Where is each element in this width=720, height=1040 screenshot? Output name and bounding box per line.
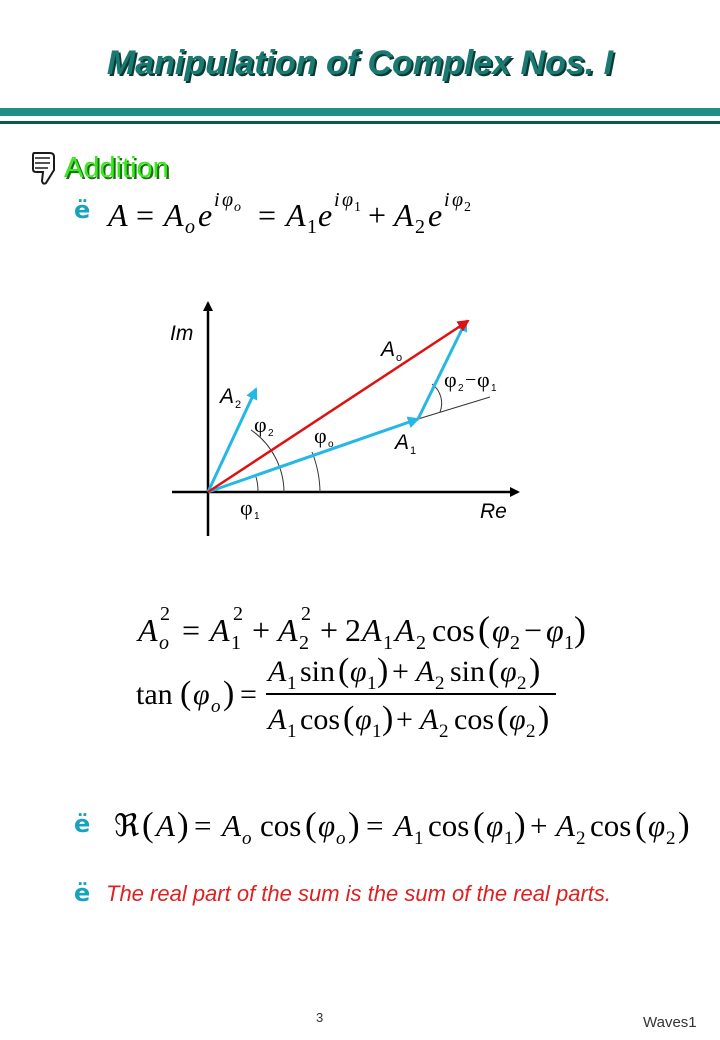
eq2-Ao-sub: o [159, 632, 169, 654]
page-number: 3 [316, 1010, 324, 1025]
eq4-lp4: ( [635, 805, 647, 844]
eq4-re-symbol: ℜ [114, 808, 140, 843]
eq4-rp3: ) [514, 805, 526, 844]
eq3-num-phi2-sub: 2 [517, 673, 527, 694]
eq1-A2-sub: 2 [415, 216, 425, 238]
axis-label-re: Re [480, 500, 507, 523]
arc-phi-o [312, 452, 320, 492]
eq1-e3: e [428, 197, 443, 233]
eq1-exp3-phi: φ [452, 189, 464, 211]
eq4-plus: + [530, 808, 548, 843]
eq3-den-rp1: ) [382, 700, 394, 737]
eq2-A2-sub: 2 [299, 632, 309, 654]
eq1-A2: A [394, 197, 414, 233]
eq3-num-A1: A [268, 655, 287, 688]
eq3-tan: tan [136, 678, 173, 711]
eq4-lp: ( [142, 805, 154, 844]
label-phi1-sub: 1 [254, 511, 260, 522]
eq3-den-cos1: cos [300, 703, 340, 736]
eq1-exp3-sub: 2 [464, 200, 471, 215]
label-phi1-b: φ [477, 367, 490, 392]
eq3-num-rp2: ) [529, 652, 541, 689]
eq4-phi2-sub: 2 [666, 828, 676, 849]
eq3-den-phi2-sub: 2 [526, 721, 536, 742]
eq3-num-phi1-sub: 1 [367, 673, 377, 694]
eq4-A2: A [556, 808, 575, 843]
label-phi2-b: φ [444, 367, 457, 392]
axis-label-im: Im [170, 322, 194, 345]
arc-phi1 [256, 477, 258, 492]
eq1-e: e [198, 197, 213, 233]
eq2-phi2-sub: 2 [510, 632, 520, 654]
eq3-den-cos2: cos [454, 703, 494, 736]
eq2-plus-2: + [320, 612, 339, 648]
bullet-2: ë [74, 810, 91, 838]
eq1-exp2-sub: 1 [354, 200, 361, 215]
eq4-rp4: ) [678, 805, 690, 844]
eq2-phi1-sub: 1 [564, 632, 574, 654]
eq1-exp-i: i [214, 189, 220, 211]
eq3-den-A1-sub: 1 [287, 721, 297, 742]
eq3-num-phi1: φ [350, 655, 367, 688]
eq3-den-phi2: φ [509, 703, 526, 736]
eq3-den-phi1: φ [355, 703, 372, 736]
label-Ao: A [381, 338, 396, 361]
eq4-cos-1: cos [428, 808, 470, 843]
eq3-num-A1-sub: 1 [287, 673, 297, 694]
label-A2-sub: 2 [235, 399, 242, 411]
eq3-rparen: ) [223, 675, 235, 712]
eq3-equals: = [240, 678, 257, 711]
label-A1-sub: 1 [410, 445, 417, 457]
eq4-phi-o: φ [318, 808, 336, 843]
bullet-3: ë [74, 879, 91, 907]
equation-phase [136, 652, 556, 742]
eq4-rp2: ) [348, 805, 360, 844]
eq2-A1: A [210, 612, 230, 648]
eq3-num-rp1: ) [377, 652, 389, 689]
eq3-phi-o: φ [193, 678, 210, 711]
eq4-A2-sub: 2 [576, 828, 586, 849]
eq3-num-lp1: ( [338, 652, 350, 689]
eq4-phi-o-sub: o [336, 828, 346, 849]
eq3-den-rp2: ) [538, 700, 550, 737]
eq4-rp: ) [177, 805, 189, 844]
eq4-equals: = [194, 808, 212, 843]
eq4-cos-o: cos [260, 808, 302, 843]
eq1-A1-sub: 1 [307, 216, 317, 238]
eq1-A1: A [286, 197, 306, 233]
eq2-A1-sq: 2 [233, 603, 243, 625]
real-part-statement: The real part of the sum is the sum of the real parts. [106, 881, 612, 906]
addition-label: Addition [64, 151, 169, 184]
eq4-equals-2: = [366, 808, 384, 843]
eq2-A1b: A [362, 612, 382, 648]
eq2-Ao-sq: 2 [160, 603, 170, 625]
eq1-equals: = [136, 197, 155, 233]
eq3-num-A2-sub: 2 [435, 673, 445, 694]
eq1-exp3-i: i [444, 189, 450, 211]
label-minus: − [465, 369, 477, 391]
eq2-equals: = [182, 612, 201, 648]
eq2-A1b-sub: 1 [383, 632, 393, 654]
eq2-lparen: ( [478, 609, 490, 649]
eq3-num-A2: A [416, 655, 435, 688]
eq2-Ao: A [138, 612, 158, 648]
eq2-A2-sq: 2 [301, 603, 311, 625]
eq4-A1-sub: 1 [414, 828, 424, 849]
eq1-e2: e [318, 197, 333, 233]
eq2-A2b: A [395, 612, 415, 648]
slide-title: Manipulation of Complex Nos. I [106, 44, 614, 82]
eq2-coef: 2 [345, 612, 361, 648]
label-phi1: φ [240, 495, 253, 520]
eq3-den-A1: A [268, 703, 287, 736]
eq2-rparen: ) [574, 609, 586, 649]
label-phi-o: φ [314, 423, 327, 448]
label-phi2-b-sub: 2 [458, 383, 464, 394]
eq4-phi1: φ [486, 808, 504, 843]
eq3-num-phi2: φ [500, 655, 517, 688]
eq2-A2: A [278, 612, 298, 648]
eq4-A: A [156, 808, 175, 843]
eq3-num-sin1: sin [300, 655, 336, 688]
eq4-phi1-sub: 1 [504, 828, 514, 849]
label-Ao-sub: o [396, 352, 403, 364]
label-phi2-sub: 2 [268, 428, 274, 439]
eq1-equals-2: = [258, 197, 277, 233]
eq3-num-lp2: ( [488, 652, 500, 689]
eq3-phi-o-sub: o [211, 696, 221, 717]
eq4-lp3: ( [473, 805, 485, 844]
eq2-cos: cos [432, 612, 475, 648]
eq4-cos-2: cos [590, 808, 632, 843]
eq1-plus: + [368, 197, 387, 233]
eq3-lparen: ( [180, 675, 192, 712]
eq2-minus: − [524, 612, 543, 648]
label-phi1-b-sub: 1 [491, 383, 497, 394]
eq4-lp2: ( [305, 805, 317, 844]
equation-amplitude [136, 603, 586, 654]
eq2-phi1: φ [546, 612, 564, 648]
label-A2: A [220, 385, 235, 408]
vector-A1 [208, 419, 418, 492]
eq3-den-lp2: ( [497, 700, 509, 737]
eq4-phi2: φ [648, 808, 666, 843]
eq3-num-plus: + [392, 655, 409, 688]
label-phi2: φ [254, 412, 267, 437]
bullet-1: ë [74, 196, 91, 224]
eq1-exp-phi: φ [222, 189, 234, 211]
eq1-A: A [108, 197, 128, 233]
label-A1: A [395, 431, 410, 454]
eq3-den-lp1: ( [343, 700, 355, 737]
eq2-A1-sub: 1 [231, 632, 241, 654]
eq4-A1: A [394, 808, 413, 843]
phasor-diagram [170, 303, 518, 536]
eq1-Ao: A [164, 197, 184, 233]
footer-label: Waves1 [643, 1014, 697, 1031]
eq4-Ao-sub: o [242, 828, 252, 849]
eq1-exp-sub: o [234, 200, 241, 215]
eq4-Ao: A [222, 808, 241, 843]
eq2-A2b-sub: 2 [416, 632, 426, 654]
eq3-num-sin2: sin [450, 655, 486, 688]
eq3-den-plus: + [396, 703, 413, 736]
label-phi-o-sub: o [328, 439, 334, 450]
eq3-den-phi1-sub: 1 [372, 721, 382, 742]
eq1-exp2-i: i [334, 189, 340, 211]
eq2-phi2: φ [492, 612, 510, 648]
equation-real-part [114, 805, 690, 849]
eq3-den-A2: A [420, 703, 439, 736]
eq2-plus: + [252, 612, 271, 648]
eq1-Ao-sub: o [185, 216, 195, 238]
eq1-exp2-phi: φ [342, 189, 354, 211]
eq3-den-A2-sub: 2 [439, 721, 449, 742]
